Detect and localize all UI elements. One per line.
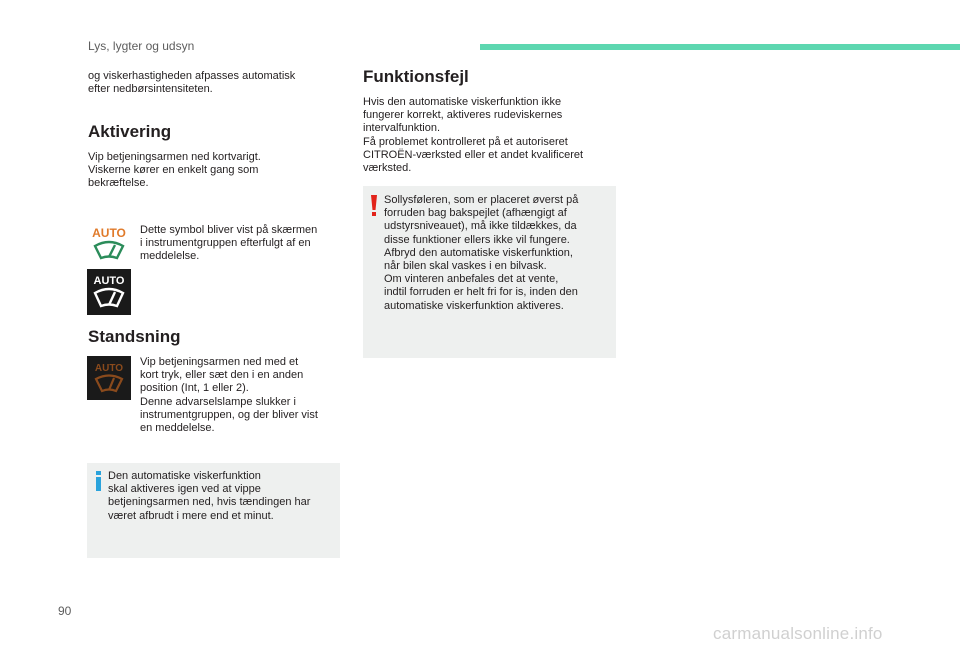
symbol-description: Dette symbol bliver vist på skærmen i instrumentgruppen efterfulgt af en meddelelse. <box>140 224 318 263</box>
page-number: 90 <box>58 604 72 618</box>
running-header: Lys, lygter og udsyn <box>88 39 195 53</box>
activation-text: Vip betjeningsarmen ned kortvarigt. Viskerne kører en enkelt gang som bekræftelse. <box>88 151 261 190</box>
auto-icon-label: AUTO <box>93 275 125 287</box>
stop-text: Vip betjeningsarmen ned med et kort tryk, eller sæt den i en anden position (Int, 1 eller 2). Denne advarselslampe slukker i instrumentgruppen, og der bliver vist en meddelelse. <box>140 356 318 435</box>
footer-watermark[interactable]: carmanualsonline.info <box>713 624 883 643</box>
malfunction-text: Hvis den automatiske viskerfunktion ikke fungerer korrekt, aktiveres rudeviskernes intervalfunktion. Få problemet kontrolleret på et autoriseret CITROËN-værksted eller et andet kvalificeret værksted. <box>363 96 584 175</box>
warning-note <box>363 186 616 358</box>
auto-wiper-icon-light <box>87 224 131 264</box>
activation-heading: Aktivering <box>88 122 172 141</box>
info-note-text: Den automatiske viskerfunktion skal aktiveres igen ved at vippe betjeningsarmen ned, hvis tændingen har været afbrudt i mere end et minut. <box>108 470 311 522</box>
header-accent-bar <box>480 44 960 50</box>
info-icon <box>95 471 103 496</box>
warning-lamp-icon <box>87 356 131 400</box>
auto-icon-label: AUTO <box>92 226 126 240</box>
info-note <box>87 463 340 558</box>
malfunction-heading: Funktionsfejl <box>363 67 469 86</box>
warning-note-text: Sollysføleren, som er placeret øverst på forruden bag bakspejlet (afhængigt af udstyrsniveauet), må ikke tildækkes, da disse funktioner ellers ikke vil fungere. Afbryd den automatiske viskerfunktion, når bilen skal vaskes i en bilvask. Om vinteren anbefales det at vente, indtil forruden er helt fri for is, inden den automatiske viskerfunktion aktiveres. <box>384 194 579 312</box>
warning-icon <box>370 195 378 222</box>
stop-heading: Standsning <box>88 327 181 346</box>
auto-icon-label: AUTO <box>94 363 124 374</box>
auto-wiper-icon-dark <box>87 269 131 315</box>
intro-text: og viskerhastigheden afpasses automatisk efter nedbørsintensiteten. <box>88 70 296 96</box>
